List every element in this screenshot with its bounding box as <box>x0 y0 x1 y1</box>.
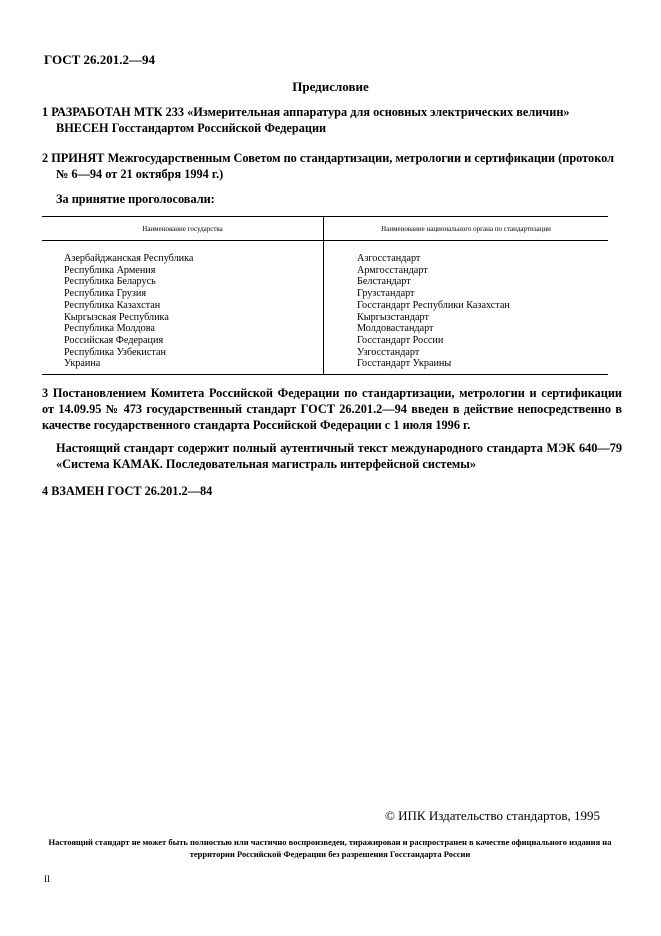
state-item: Республика Молдова <box>64 323 155 335</box>
bodies-column <box>324 241 609 375</box>
state-item: Республика Армения <box>64 264 156 276</box>
body-item: Белстандарт <box>357 276 411 288</box>
reproduction-notice: Настоящий стандарт не может быть полностью или частично воспроизведен, тиражирован и распространен в качестве официального издания на территории Российской Федерации без разрешения Госстандарта России <box>48 837 612 859</box>
column-header-body: Наименование национального органа по стандартизации <box>324 217 609 241</box>
state-item: Республика Грузия <box>64 288 147 300</box>
body-item: Узгосстандарт <box>357 346 420 358</box>
state-item: Кыргызская Республика <box>64 311 169 323</box>
paragraph-2 <box>42 150 622 182</box>
table-header-row <box>42 217 608 241</box>
document-code: ГОСТ 26.201.2—94 <box>44 52 156 67</box>
body-item: Госстандарт Украины <box>357 358 452 370</box>
paragraph-4: 4 ВЗАМЕН ГОСТ 26.201.2—84 <box>42 484 213 498</box>
state-item: Республика Беларусь <box>64 276 156 288</box>
state-item: Республика Узбекистан <box>64 346 166 358</box>
paragraph-1 <box>42 104 622 136</box>
body-item: Армгосстандарт <box>357 264 428 276</box>
body-item: Азгосстандарт <box>357 253 421 264</box>
state-item: Российская Федерация <box>64 334 164 346</box>
body-item: Госстандарт России <box>357 334 444 346</box>
table-body-row <box>42 241 608 375</box>
paragraph-3-note: Настоящий стандарт содержит полный аутентичный текст международного стандарта МЭК 640—79 «Система КАМАК. Последовательная магистраль интерфейсной системы» <box>56 441 622 471</box>
paragraph-1-line-1: 1 РАЗРАБОТАН МТК 233 «Измерительная аппаратура для основных электрических величин» <box>42 105 570 119</box>
page-number: II <box>44 874 50 884</box>
paragraph-3: 3 Постановлением Комитета Российской Федерации по стандартизации, метрологии и сертификации от 14.09.95 № 473 государственный стандарт ГОСТ 26.201.2—94 введен в действие непосредственно в качестве государственного стандарта Российской Федерации с 1 июля 1996 г. <box>42 386 622 432</box>
paragraph-2-line-2: № 6—94 от 21 октября 1994 г.) <box>56 167 224 181</box>
state-item: Украина <box>64 358 101 370</box>
preface-title: Предисловие <box>292 79 369 94</box>
body-item: Грузстандарт <box>357 288 415 300</box>
body-item: Молдовастандарт <box>357 323 434 335</box>
voted-label: За принятие проголосовали: <box>56 192 215 206</box>
state-item: Республика Казахстан <box>64 299 161 311</box>
paragraph-2-line-1: 2 ПРИНЯТ Межгосударственным Советом по стандартизации, метрологии и сертификации (протокол <box>42 151 615 165</box>
states-column <box>42 241 324 375</box>
body-item: Кыргызстандарт <box>357 311 429 323</box>
body-item: Госстандарт Республики Казахстан <box>357 299 510 311</box>
voting-table <box>42 216 608 375</box>
copyright-notice: © ИПК Издательство стандартов, 1995 <box>385 808 600 823</box>
column-header-state: Наименование государства <box>42 217 324 241</box>
state-item: Азербайджанская Республика <box>64 253 194 264</box>
paragraph-1-line-2: ВНЕСЕН Госстандартом Российской Федерации <box>56 121 327 135</box>
